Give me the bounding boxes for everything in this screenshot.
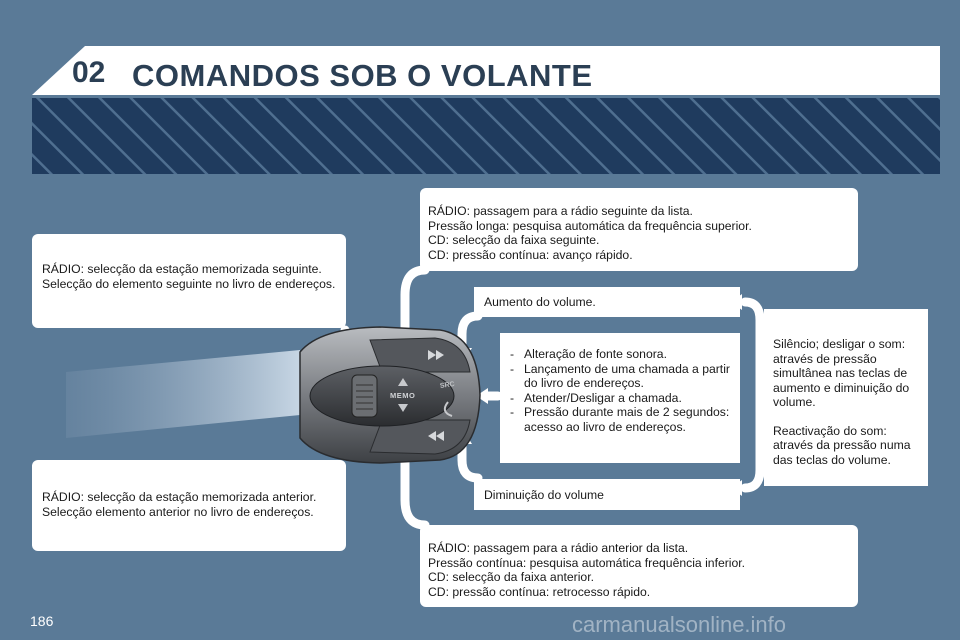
list-item: - Lançamento de uma chamada a partir do livro de endereços. — [508, 362, 732, 391]
box-volume-down — [474, 479, 740, 510]
text-line: RÁDIO: passagem para a rádio seguinte da lista. — [428, 204, 693, 218]
control-stalk — [66, 350, 300, 438]
list-item: - Alteração de fonte sonora. — [508, 347, 732, 362]
connector-prev-station — [405, 452, 425, 525]
text-line: CD: pressão contínua: avanço rápido. — [428, 247, 633, 262]
list-item: - Pressão durante mais de 2 segundos: acesso ao livro de endereços. — [508, 405, 732, 434]
box-source-functions — [500, 333, 740, 463]
page-title: COMANDOS SOB O VOLANTE — [132, 58, 593, 93]
text-line: RÁDIO: passagem para a rádio anterior da lista. — [428, 541, 689, 555]
connector-mute — [745, 302, 760, 488]
text-line: CD: pressão contínua: retrocesso rápido. — [428, 584, 651, 599]
text-line: CD: selecção da faixa anterior. — [428, 570, 594, 584]
text-line: CD: selecção da faixa seguinte. — [428, 233, 600, 247]
mute-text: Silêncio; desligar o som: através de pressão simultânea nas teclas de aumento e diminuição do volume. — [773, 337, 910, 409]
page-number: 186 — [30, 613, 54, 629]
box-radio-next-station — [420, 188, 858, 271]
chapter-number: 02 — [72, 56, 106, 89]
watermark: carmanualsonline.info — [572, 612, 787, 637]
list-item: - Atender/Desligar a chamada. — [508, 391, 732, 406]
reactivate-text: Reactivação do som: através da pressão numa das teclas do volume. — [773, 423, 911, 467]
text-line: Pressão contínua: pesquisa automática frequência inferior. — [428, 555, 746, 570]
source-functions-list — [508, 347, 732, 434]
text-line: Aumento do volume. — [484, 295, 596, 309]
box-mute — [764, 309, 928, 486]
text-line: RÁDIO: selecção da estação memorizada anterior. — [42, 490, 317, 504]
box-radio-prev-memory — [32, 460, 346, 551]
text-line: Selecção do elemento seguinte no livro de endereços. — [42, 276, 336, 291]
box-volume-up — [474, 287, 740, 317]
src-label: SRC — [439, 381, 456, 390]
box-radio-prev-station — [420, 525, 858, 607]
box-radio-next-memory — [32, 234, 346, 328]
text-line: Diminuição do volume — [484, 488, 604, 502]
text-line: Selecção elemento anterior no livro de endereços. — [42, 504, 314, 519]
text-line: RÁDIO: selecção da estação memorizada seguinte. — [42, 262, 322, 276]
text-line: Pressão longa: pesquisa automática da frequência superior. — [428, 218, 752, 233]
memo-label: MEMO — [390, 391, 416, 400]
striped-band — [32, 98, 940, 174]
